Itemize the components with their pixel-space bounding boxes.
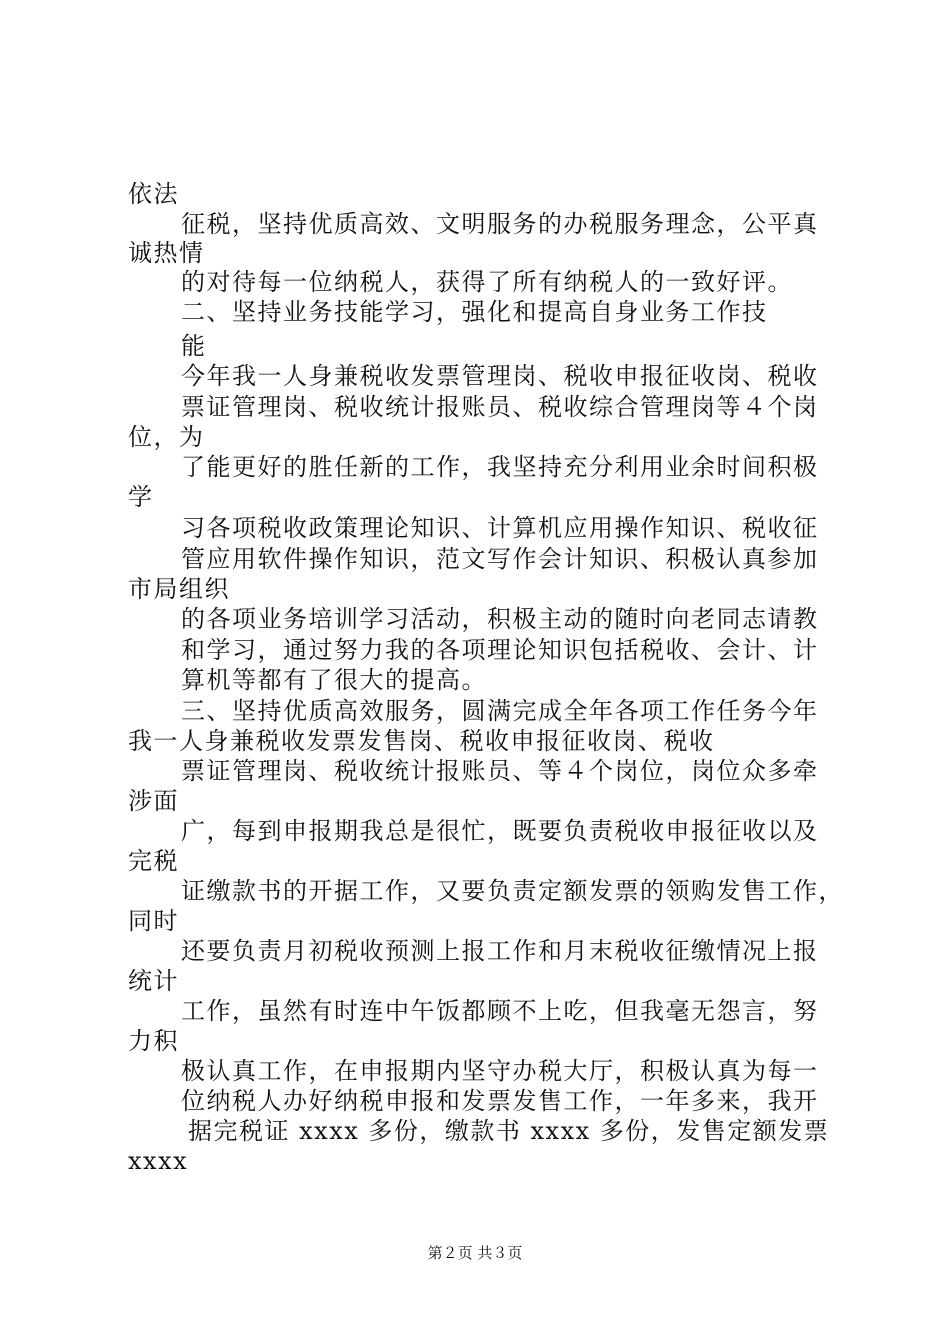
text-line: 力积 [128,1027,179,1055]
text-line: 广，每到申报期我总是很忙，既要负责税收申报征收以及 [181,817,819,845]
text-line: 诚热情 [128,239,205,267]
text-line: 习各项税收政策理论知识、计算机应用操作知识、税收征 [181,514,819,542]
text-line: 位，为 [128,423,205,451]
text-line: 管应用软件操作知识，范文写作会计知识、积极认真参加 [181,545,819,573]
text-line: 征税，坚持优质高效、文明服务的办税服务理念，公平真 [181,210,819,238]
text-line: 的对待每一位纳税人，获得了所有纳税人的一致好评。 [181,268,793,296]
text-line: 票证管理岗、税收统计报账员、等４个岗位，岗位众多牵 [181,757,819,785]
text-line: 据完税证 xxxx 多份，缴款书 xxxx 多份，发售定额发票 [188,1117,830,1145]
text-line: 我一人身兼税收发票发售岗、税收申报征收岗、税收 [128,727,715,755]
page-number-footer: 第２页 共３页 [427,1244,523,1262]
text-line: 统计 [128,967,179,995]
text-line: 算机等都有了很大的提高。 [181,666,487,694]
text-line: 了能更好的胜任新的工作，我坚持充分利用业余时间积极 [181,453,819,481]
text-line: 三、坚持优质高效服务，圆满完成全年各项工作任务今年 [181,697,819,725]
text-line: 同时 [128,907,179,935]
text-line: 市局组织 [128,575,230,603]
text-line: 的各项业务培训学习活动，积极主动的随时向老同志请教 [181,605,819,633]
text-line: 还要负责月初税收预测上报工作和月末税收征缴情况上报 [181,937,819,965]
text-line: 票证管理岗、税收统计报账员、税收综合管理岗等４个岗 [181,393,819,421]
text-line: 今年我一人身兼税收发票管理岗、税收申报征收岗、税收 [181,362,819,390]
text-line: 二、坚持业务技能学习，强化和提高自身业务工作技 [181,298,768,326]
text-line: 证缴款书的开据工作，又要负责定额发票的领购发售工作， [181,877,844,905]
text-line: 能 [181,332,207,360]
text-line: 极认真工作，在申报期内坚守办税大厅，积极认真为每一 [181,1057,819,1085]
text-line: 依法 [128,180,179,208]
text-line: xxxx [128,1147,189,1175]
text-line: 完税 [128,847,179,875]
text-line: 涉面 [128,787,179,815]
text-line: 和学习，通过努力我的各项理论知识包括税收、会计、计 [181,636,819,664]
text-line: 工作，虽然有时连中午饭都顾不上吃，但我毫无怨言，努 [181,997,819,1025]
text-line: 位纳税人办好纳税申报和发票发售工作，一年多来，我开 [181,1087,819,1115]
text-line: 学 [128,483,154,511]
